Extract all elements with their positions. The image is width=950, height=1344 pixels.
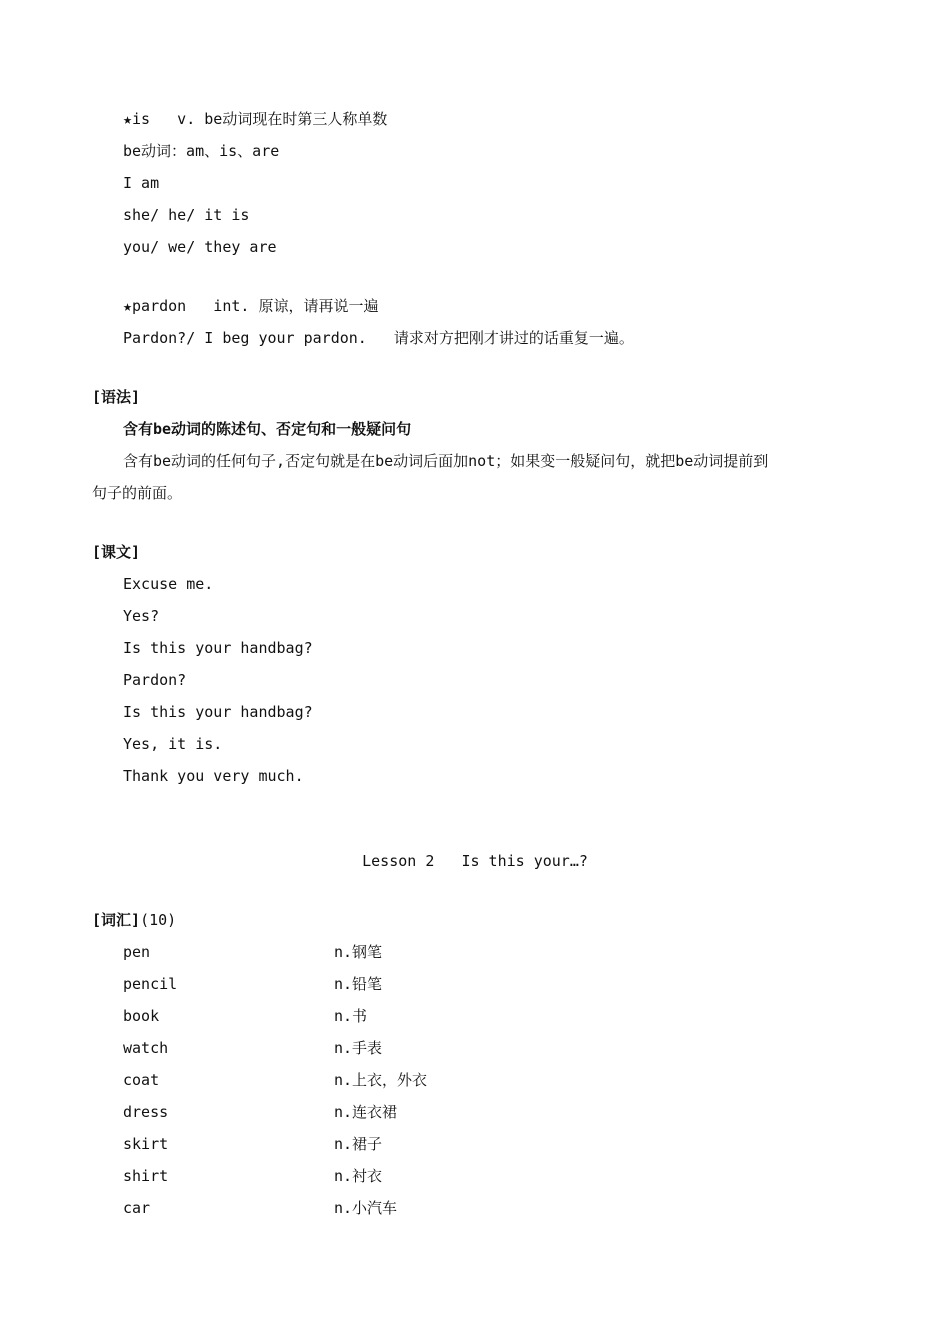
word-is-line: be动词：am、is、are (123, 142, 280, 160)
dialogue-line: Excuse me. (123, 575, 214, 593)
vocab-meaning: n.手表 (334, 1039, 383, 1057)
vocab-meaning: n.连衣裙 (334, 1103, 398, 1121)
vocabulary-heading: [词汇] (92, 911, 141, 929)
word-is-line: you/ we/ they are (123, 238, 277, 256)
vocab-meaning: n.上衣，外衣 (334, 1071, 428, 1089)
dialogue-line: Is this your handbag? (123, 703, 313, 721)
grammar-body-line: 含有be动词的任何句子,否定句就是在be动词后面加not；如果变一般疑问句，就把be动词提前到 (123, 452, 769, 470)
word-is-title: ★is v. be动词现在时第三人称单数 (123, 110, 388, 128)
lesson-title: Lesson 2 Is this your…? (362, 852, 588, 870)
dialogue-line: Is this your handbag? (123, 639, 313, 657)
grammar-heading: [语法] (92, 388, 141, 406)
vocab-word: coat (123, 1071, 160, 1089)
vocab-word: dress (123, 1103, 169, 1121)
dialogue-line: Pardon? (123, 671, 187, 689)
vocab-word: pen (123, 943, 151, 961)
dialogue-line: Thank you very much. (123, 767, 304, 785)
dialogue-line: Yes? (123, 607, 160, 625)
vocab-meaning: n.铅笔 (334, 975, 383, 993)
vocab-meaning: n.衬衣 (334, 1167, 383, 1185)
vocab-word: pencil (123, 975, 178, 993)
vocab-word: book (123, 1007, 160, 1025)
text-heading: [课文] (92, 543, 141, 561)
word-pardon-example: Pardon?/ I beg your pardon. 请求对方把刚才讲过的话重复一遍。 (123, 329, 634, 347)
vocab-word: shirt (123, 1167, 169, 1185)
word-is-line: I am (123, 174, 160, 192)
word-is-line: she/ he/ it is (123, 206, 250, 224)
grammar-subheading: 含有be动词的陈述句、否定句和一般疑问句 (123, 420, 412, 438)
vocab-meaning: n.小汽车 (334, 1199, 398, 1217)
vocabulary-count: (10) (140, 911, 177, 929)
vocab-word: skirt (123, 1135, 169, 1153)
vocab-meaning: n.书 (334, 1007, 368, 1025)
vocabulary-heading-row (92, 910, 176, 930)
grammar-body-line: 句子的前面。 (92, 484, 183, 502)
vocab-word: car (123, 1199, 151, 1217)
word-pardon-title: ★pardon int. 原谅，请再说一遍 (123, 297, 379, 315)
vocab-word: watch (123, 1039, 169, 1057)
vocab-meaning: n.裙子 (334, 1135, 383, 1153)
vocab-meaning: n.钢笔 (334, 943, 383, 961)
dialogue-line: Yes, it is. (123, 735, 223, 753)
